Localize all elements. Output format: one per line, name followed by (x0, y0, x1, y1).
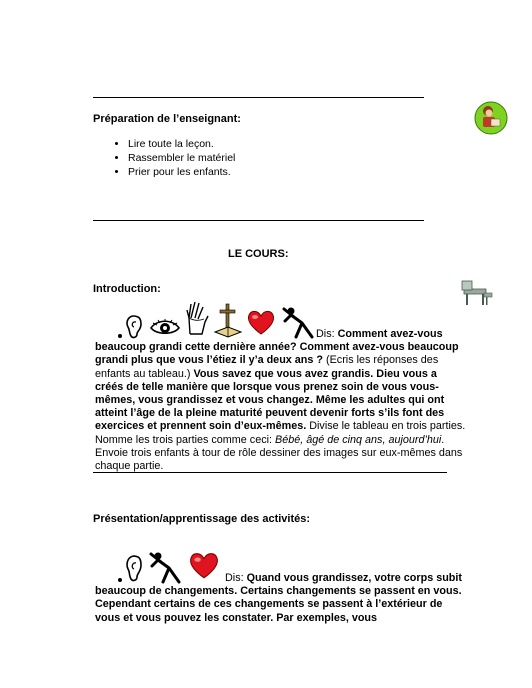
intro-explanation: Vous savez que vous avez grandis. Dieu vous a créés de telle manière que lorsque vous prenez soin de vous vous-mêmes, vous grandissez et vous changez. Même les adultes qui ont atteint l’âge de la pleine maturité peuvent devenir forts s’ils font des exercices et prennent soin d’eux-mêmes. (95, 367, 445, 433)
top-divider (93, 97, 424, 98)
intro-note: (Ecris les réponses des enfants au tableau.) (95, 354, 439, 380)
intro-heading: Introduction: (93, 283, 161, 295)
section-divider (93, 220, 424, 221)
presentation-text: Quand vous grandissez, votre corps subit beaucoup de changements. Certains changements se passent en vous. Cependant certains de ces changements se passent à l’extérieur de vous et vous pouvez les constater. Par exemples, vous (95, 572, 462, 624)
intro-instruction-end: . Envoie trois enfants à tour de rôle dessiner des images sur eux-mêmes dans chaque partie. (95, 433, 463, 473)
intro-paragraph (95, 328, 467, 473)
prep-heading: Préparation de l’enseignant: (93, 113, 241, 125)
list-item: • Prier pour les enfants. (128, 165, 235, 179)
cours-title: LE COURS: (228, 248, 289, 260)
presentation-paragraph (95, 572, 467, 625)
presentation-heading: Présentation/apprentissage des activités: (93, 513, 311, 525)
prep-list (112, 137, 235, 179)
intro-instruction: Divise le tableau en trois parties. Nomme les trois parties comme ceci: (95, 420, 466, 446)
teacher-prep-icon (474, 101, 508, 135)
dis-label: Dis: (316, 328, 338, 340)
intro-question: Comment avez-vous beaucoup grandi cette dernière année? Comment avez-vous beaucoup grandi plus que vous l’étiez il y’a deux ans ? (95, 328, 459, 367)
list-item: • Lire toute la leçon. (128, 137, 235, 151)
list-item: • Rassembler le matériel (128, 151, 235, 165)
classroom-desk-icon (460, 279, 494, 307)
section-divider (93, 472, 447, 473)
intro-parts: Bébé, âgé de cinq ans, aujourd’hui (275, 433, 442, 446)
dis-label: Dis: (225, 572, 247, 584)
